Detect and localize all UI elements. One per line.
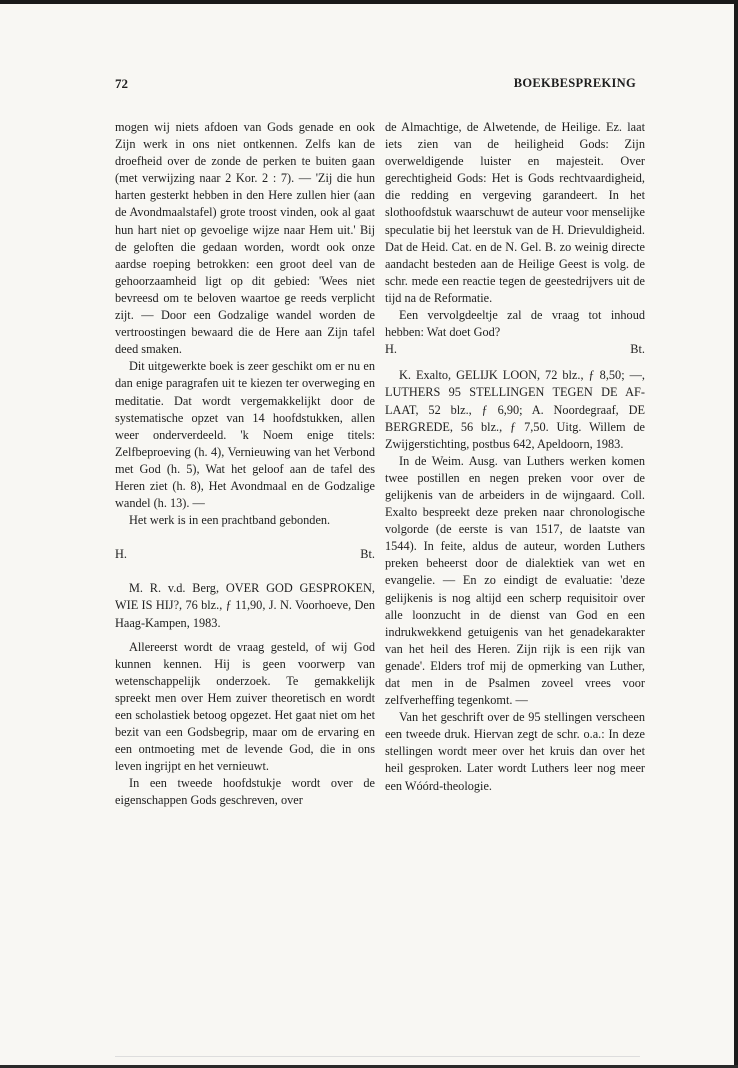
bibliographic-entry: K. Exalto, GELIJK LOON, 72 blz., ƒ 8,50; —, LUTHERS 95 STELLINGEN TEGEN DE AFLAAT, 52 blz., ƒ 6,90; A. Noordegraaf, DE BERGREDE, 56 blz., ƒ 7,50. Uitg. Willem de Zwijgerstichting, postbus 642, Apeldoorn, 1983. bbox=[385, 368, 645, 451]
signature-line bbox=[385, 341, 645, 358]
paragraph: In een tweede hoofdstukje wordt over de eigenschappen Gods geschreven, over bbox=[115, 776, 375, 808]
right-column bbox=[385, 119, 645, 795]
signature-line bbox=[115, 546, 375, 563]
left-column bbox=[115, 119, 375, 810]
paragraph: Een vervolgdeeltje zal de vraag tot inhoud hebben: Wat doet God? bbox=[385, 308, 645, 340]
paragraph: de Almachtige, de Alwetende, de Heilige. Ez. laat iets zien van de heiligheid Gods: Zijn overweldigende luister en majesteit. Over gerechtigheid Gods: Het is Gods rechtvaardigheid, die redding en vergeving garandeert. In het slothoofdstuk waarschuwt de auteur voor menselijke speculatie bij het leerstuk van de H. Drievuldigheid. Dat de Heid. Cat. en de N. Gel. B. zo weinig directe aandacht besteden aan de Heilige Geest is volg. de schr. mede een reactie tegen de geestedrijvers uit de tijd na de Reformatie. bbox=[385, 120, 645, 305]
bibliographic-entry: M. R. v.d. Berg, OVER GOD GESPROKEN, WIE IS HIJ?, 76 blz., ƒ 11,90, J. N. Voorhoeve, Den Haag-Kampen, 1983. bbox=[115, 581, 375, 630]
scan-edge-right bbox=[734, 0, 738, 1068]
signature-author: Bt. bbox=[360, 547, 375, 562]
signature-initial: H. bbox=[115, 547, 127, 562]
paragraph: mogen wij niets afdoen van Gods genade en ook Zijn werk in ons niet ontkennen. Zelfs kan de droefheid over de zonde de perken te buiten gaan (met verwijzing naar 2 Kor. 2 : 7). — 'Zij die hun harten gesterkt hebben in den Here zullen hier (aan de Avondmaalstafel) grote troost vinden, ook al gaat hun hart niet op gevoelige wijze naar Hem uit.' Bij de geloften die gedaan worden, wordt ook onze aardse roeping betrokken: een groot deel van de gehoorzaamheid ligt op dit gebied: 'Wees niet bevreesd om te beloven waartoe ge reeds verplicht zijt. — Door een Godzalige wandel worden de vertroostingen bewaard die de Here aan Zijn tafel deed smaken. bbox=[115, 120, 375, 357]
signature-initial: H. bbox=[385, 342, 397, 357]
signature-author: Bt. bbox=[630, 342, 645, 357]
paragraph: Dit uitgewerkte boek is zeer geschikt om er nu en dan enige paragrafen uit te kiezen ter overweging en meditatie. Dat wordt vergemakkelijkt door de systematische opzet van 14 hoofdstukken, allen weer onderverdeeld. 'k Noem enige titels: Zelfbeproeving (h. 4), Vernieuwing van het Verbond met God (h. 5), Wat het geloof aan de tafel des Heren ziet (h. 8), Het Avondmaal en de Godzalige wandel (h. 13). — bbox=[115, 359, 375, 511]
page-number: 72 bbox=[115, 76, 128, 91]
paragraph: Van het geschrift over de 95 stellingen verscheen een tweede druk. Hiervan zegt de schr. o.a.: In deze stellingen wordt meer over het kruis dan over het heil gesproken. Later wordt Luthers leer nog meer een Wóórd-theologie. bbox=[385, 710, 645, 793]
bottom-margin-line bbox=[115, 1056, 640, 1057]
scan-edge-top bbox=[0, 0, 738, 4]
running-head: BOEKBESPREKING bbox=[513, 76, 636, 90]
paragraph: In de Weim. Ausg. van Luthers werken komen twee postillen en negen preken voor over de gelijkenis van de arbeiders in de wijngaard. Coll. Exalto bespreekt deze preken naar chronologische volgorde (de eerste is van 1517, de laatste van 1544). In feite, aldus de auteur, worden Luthers preken beheerst door de dialektiek van wet en evangelie. — En zo eindigt de evaluatie: 'deze gelijkenis is nog altijd een scherp requisitoir over alle loonzucht in de dienst van God en een indrukwekkend getuigenis van het genadekarakter van het heil des Heren. Zijn rijk is een rijk van genade'. Elders trof mij de opmerking van Luther, dat men in de Psalmen zoveel vrees voor zelfverheffing tegenkomt. — bbox=[385, 453, 645, 708]
paragraph: Allereerst wordt de vraag gesteld, of wij God kunnen kennen. Hij is geen voorwerp van wetenschappelijk onderzoek. Te gemakkelijk spreekt men over Hem zuiver theoretisch en wordt een scholastiek betoog opgezet. Het gaat niet om het bezit van een Godsbegrip, maar om de ervaring en een ontmoeting met de levende God, die in ons leven ingrijpt en het vernieuwt. bbox=[115, 639, 375, 774]
paragraph: Het werk is in een prachtband gebonden. bbox=[129, 513, 331, 528]
